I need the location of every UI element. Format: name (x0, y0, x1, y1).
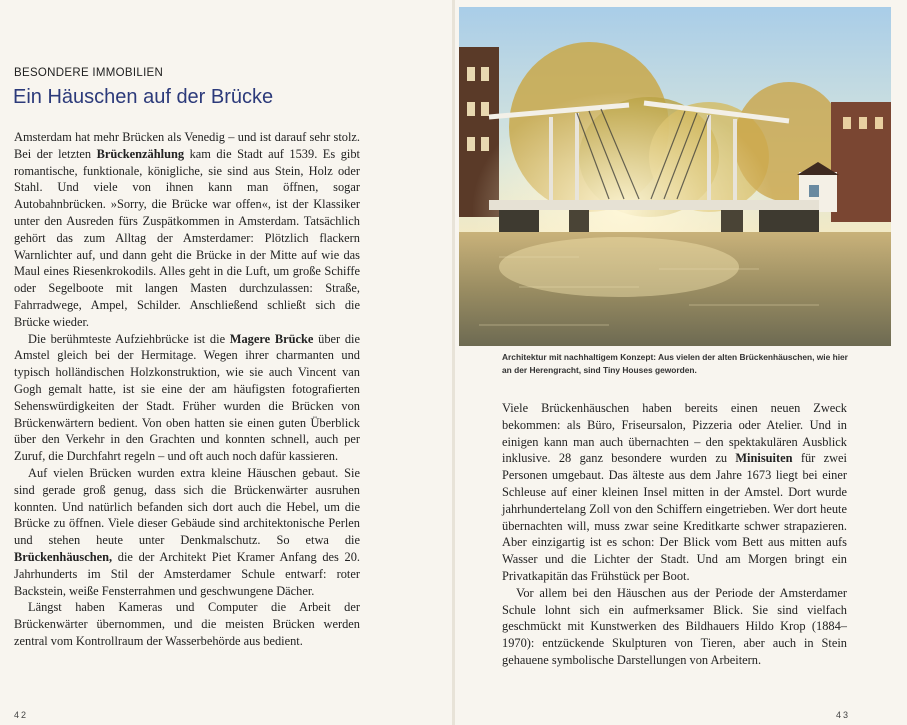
right-column (502, 400, 847, 669)
bridge-photo (459, 7, 891, 346)
section-label: BESONDERE IMMOBILIEN (14, 67, 164, 79)
paragraph: Amsterdam hat mehr Brücken als Venedig – und ist darauf sehr stolz. Bei der letzten Brückenzählung kam die Stadt auf 1539. Es gibt romantische, funktionale, königliche, sie sind aus Stein, Holz oder Stahl. Und viele von ihnen kann man öffnen, sogar Autobahnbrücken. »Sorry, die Brücke war offen«, ist der Klassiker unter den Ausreden fürs Zuspätkommen in Amsterdam. Tatsächlich gehört das zum Alltag der Amsterdamer: Plötzlich flackern Warnlichter auf, und dann geht die Brücke in der Mitte auf wie das Maul eines Riesenkrokodils. Alles geht in die Luft, um große Schiffe oder Segelboote mit langen Masten durchzulassen: Straße, Fahrradwege, Ampel, Schilder. Anschließend schließt sich die Brücke wieder. (14, 130, 360, 329)
paragraph: Die berühmteste Aufziehbrücke ist die Magere Brücke über die Amstel gleich bei der Hermitage. Wegen ihrer charmanten und typisch holländischen Holzkonstruktion, wie sie auch Vincent van Gogh gemalt hatte, ist sie eine der am häufigsten fotografierten Sehenswürdigkeiten der Stadt. Früher wurden die Brücken von Brückenwärtern bedient. Von oben hatten sie einen guten Überblick über den Verkehr in den Grachten und konnten schnell, auch per Zuruf, die Durchfahrt regeln – und oft auch noch dafür kassieren. (14, 331, 360, 464)
left-column (14, 129, 360, 650)
photo-caption: Architektur mit nachhaltigem Konzept: Aus vielen der alten Brückenhäuschen, wie hier an der Herengracht, sind Tiny Houses geworden. (502, 352, 848, 375)
magere-brug-illustration (459, 7, 891, 346)
article-headline: Ein Häuschen auf der Brücke (13, 86, 274, 108)
paragraph: Längst haben Kameras und Computer die Arbeit der Brückenwärter übernommen, und die meisten Brücken werden zentral vom Kontrollraum der Wasserbehörde aus bedient. (14, 600, 360, 648)
paragraph: Viele Brückenhäuschen haben bereits einen neuen Zweck bekommen: als Büro, Friseursalon, Pizzeria oder Atelier. Und in einigen kann man auch übernachten – den spektakulären Ausblick inklusive. 28 ganz besondere wurden zu Minisuiten für zwei Personen umgebaut. Das älteste aus dem Jahre 1673 liegt bei einer Schleuse auf einer kleinen Insel mitten in der Amstel. Dort wurde jahrhundertelang Zoll von den Schiffern eingetrieben. Wer dort heute übernachten will, muss zwar seine Kreditkarte schwer strapazieren. Aber einzigartig ist es schon: Der Blick vom Bett aus mitten aufs Wasser und die Lichter der Stadt. Und am Morgen bringt ein Privatkapitän das Frühstück per Boot. (502, 401, 847, 583)
page-number-left: 42 (14, 710, 29, 720)
paragraph: Auf vielen Brücken wurden extra kleine Häuschen gebaut. Sie sind gerade groß genug, dass sich die Brückenwärter ausruhen konnten. Und natürlich befanden sich dort auch die Hebel, um die Brücke zu öffnen. Viele dieser Gebäude sind architektonische Perlen und stehen heute unter Denkmalschutz. So etwa die Brückenhäuschen, die der Architekt Piet Kramer Anfang des 20. Jahrhunderts im Stil der Amsterdamer Schule entwarf: roter Backstein, weiße Fensterrahmen und geschwungene Dächer. (14, 465, 360, 598)
paragraph: Vor allem bei den Häuschen aus der Periode der Amsterdamer Schule lohnt sich ein aufmerksamer Blick. Sie sind vielfach geschmückt mit Kunstwerken des Bildhauers Hildo Krop (1884–1970): entzückende Skulpturen von Tieren, aber auch in Stein gehauene symbolische Darstellungen von Arbeitern. (502, 585, 847, 667)
page-number-right: 43 (836, 710, 851, 720)
